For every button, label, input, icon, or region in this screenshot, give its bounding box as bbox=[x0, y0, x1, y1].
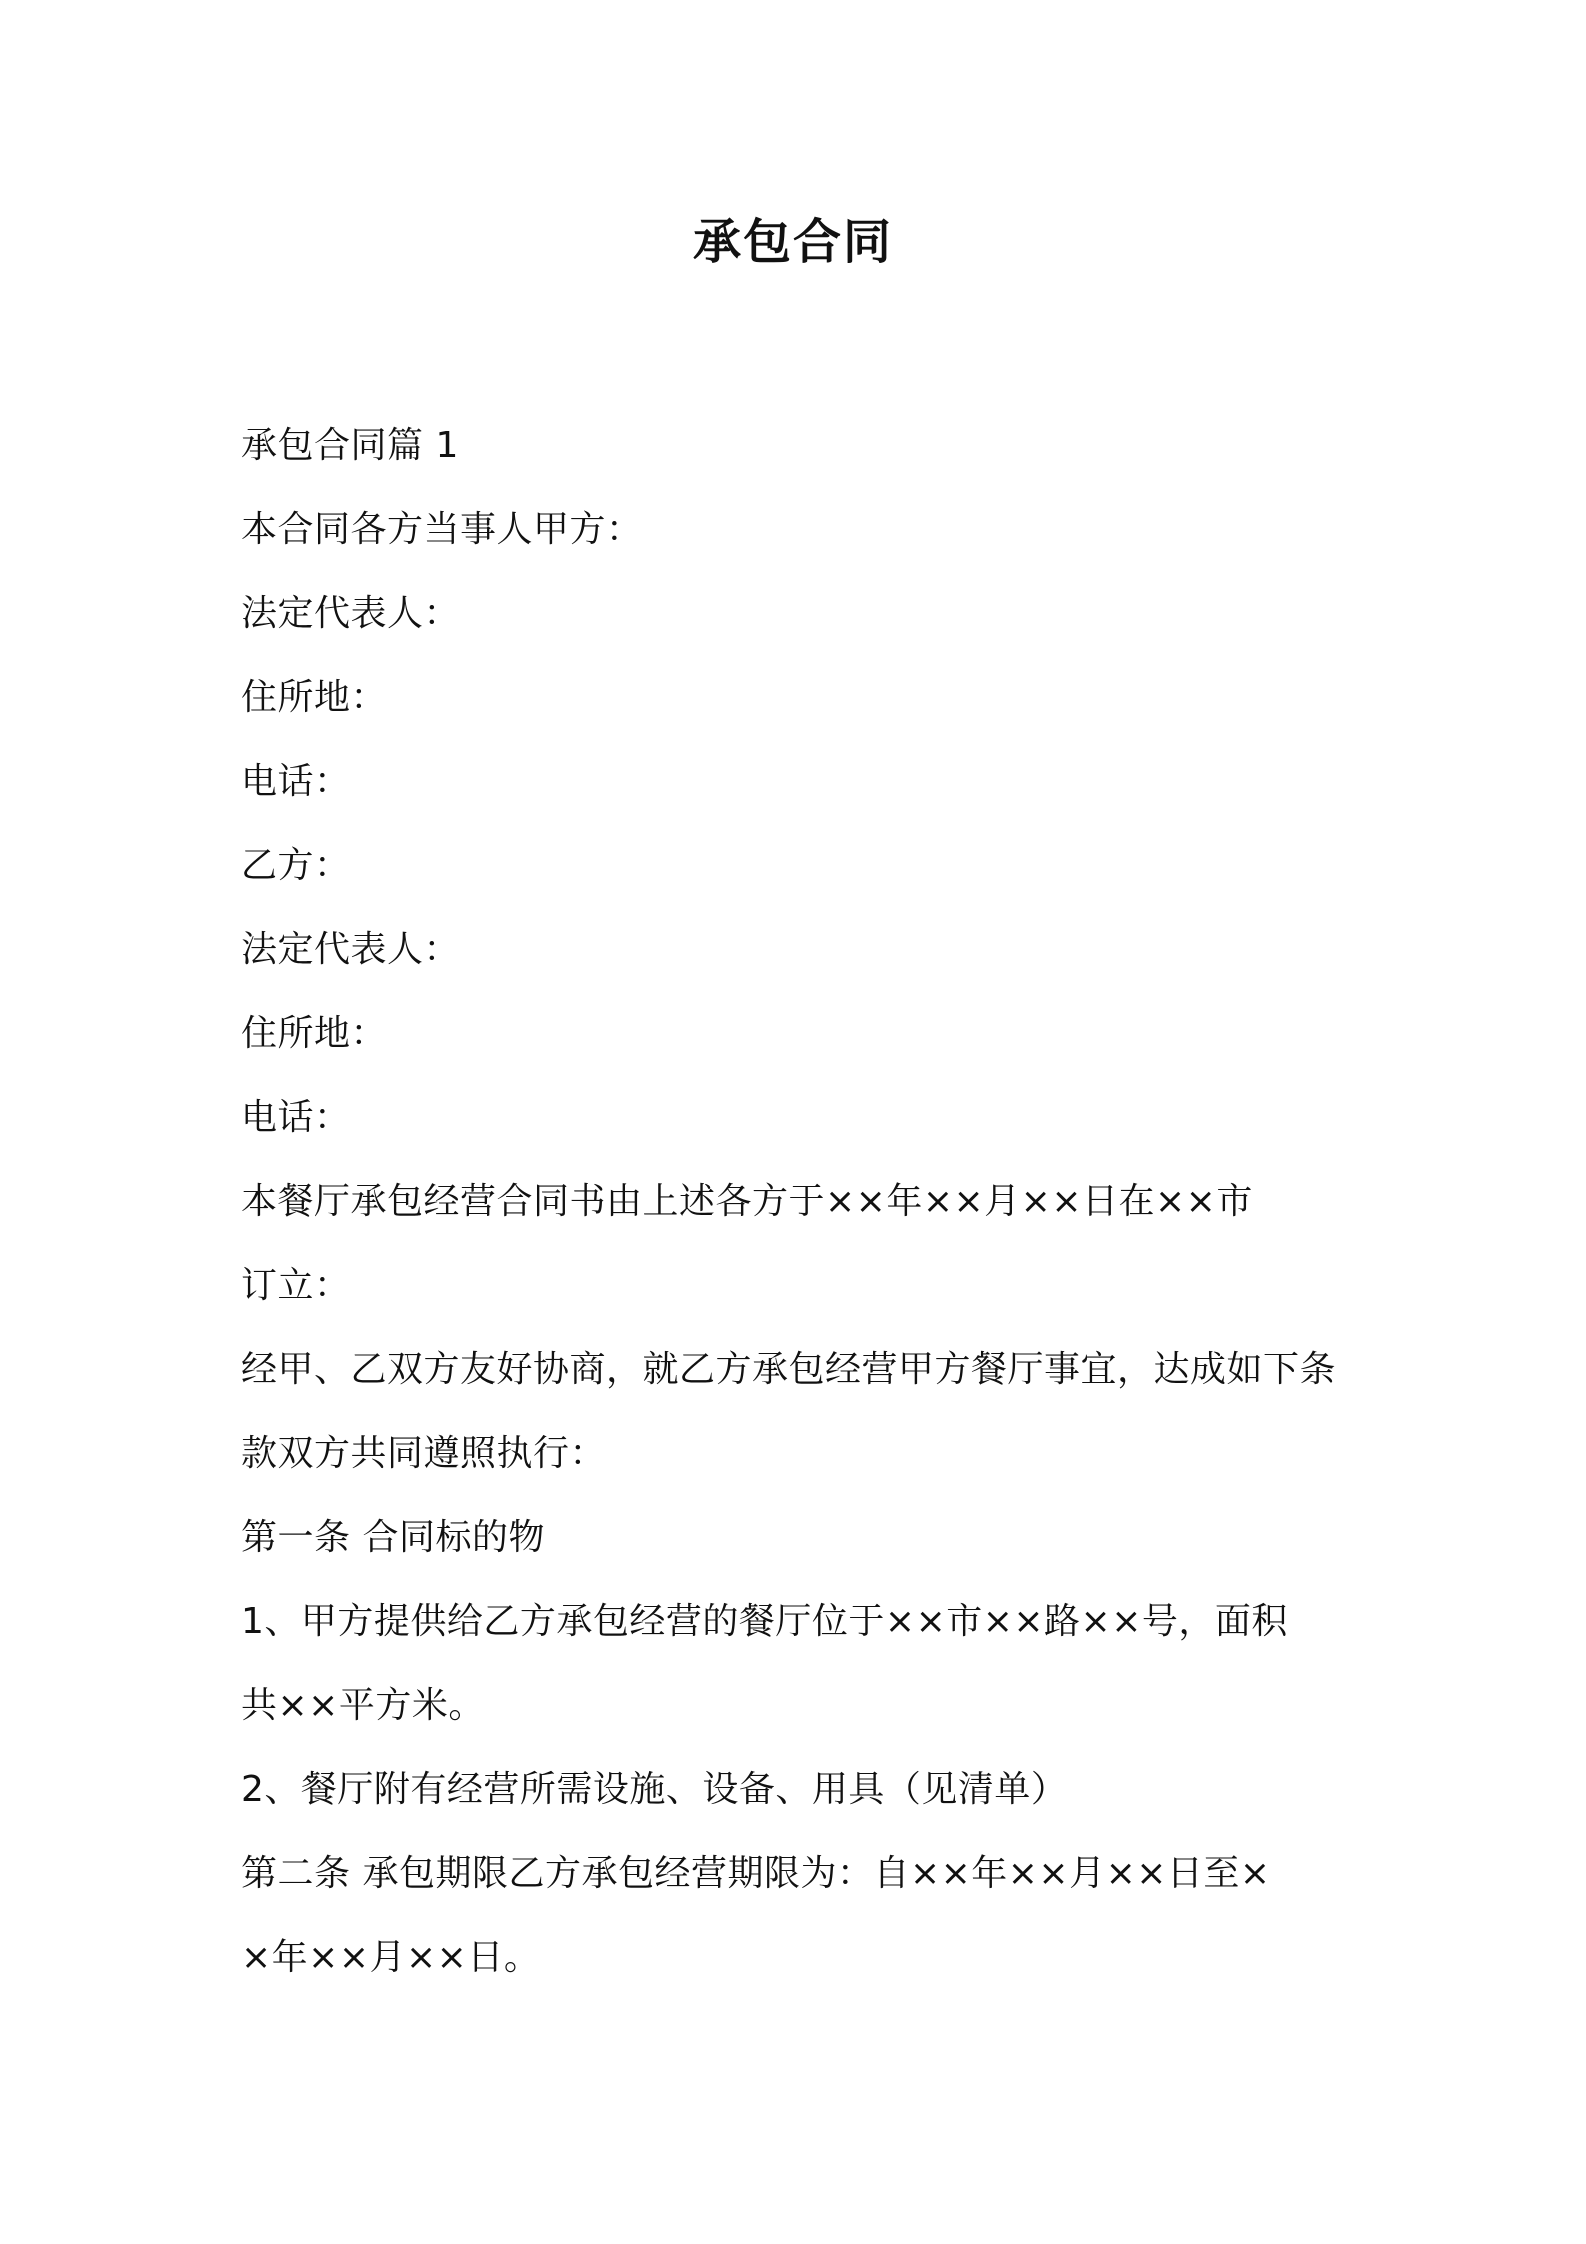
agreement-intro-line: 经甲、乙双方友好协商，就乙方承包经营甲方餐厅事宜，达成如下条 bbox=[241, 1349, 1337, 1390]
document-body bbox=[241, 404, 1361, 2000]
party-b-line: 乙方： bbox=[241, 845, 351, 886]
party-b-legal-representative: 法定代表人： bbox=[241, 929, 461, 970]
article-one-item-one: 1、甲方提供给乙方承包经营的餐厅位于××市××路××号，面积 bbox=[241, 1601, 1288, 1642]
section-heading: 承包合同篇 1 bbox=[241, 425, 459, 466]
party-a-phone: 电话： bbox=[241, 761, 351, 802]
article-two-heading-continued: ×年××月××日。 bbox=[241, 1937, 541, 1978]
party-b-phone: 电话： bbox=[241, 1097, 351, 1138]
article-one-item-one-continued: 共××平方米。 bbox=[241, 1685, 485, 1726]
party-a-legal-representative: 法定代表人： bbox=[241, 593, 461, 634]
party-a-line: 本合同各方当事人甲方： bbox=[241, 509, 643, 550]
contract-signing-line-continued: 订立： bbox=[241, 1265, 351, 1306]
agreement-intro-line-continued: 款双方共同遵照执行： bbox=[241, 1433, 607, 1474]
party-b-address: 住所地： bbox=[241, 1013, 388, 1054]
party-a-address: 住所地： bbox=[241, 677, 388, 718]
contract-signing-line: 本餐厅承包经营合同书由上述各方于××年××月××日在××市 bbox=[241, 1181, 1253, 1222]
document-title: 承包合同 bbox=[692, 214, 893, 270]
article-two-heading: 第二条 承包期限乙方承包经营期限为：自××年××月××日至× bbox=[241, 1853, 1271, 1894]
article-one-heading: 第一条 合同标的物 bbox=[241, 1517, 545, 1558]
article-one-item-two: 2、餐厅附有经营所需设施、设备、用具（见清单） bbox=[241, 1769, 1068, 1810]
